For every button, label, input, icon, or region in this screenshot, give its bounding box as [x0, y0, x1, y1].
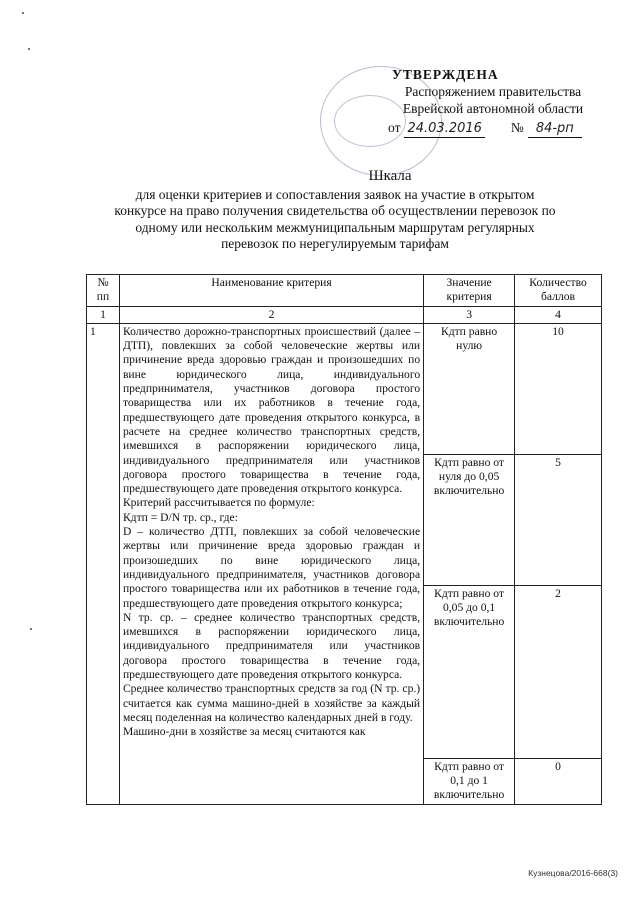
heading-line: для оценки критериев и сопоставления заявок на участие в открытом	[135, 186, 535, 202]
heading-line: конкурсе на право получения свидетельства об осуществлении перевозок по	[114, 203, 556, 218]
criterion-value: Кдтп равно от 0,1 до 1 включительно	[424, 758, 515, 804]
document-title: Шкала	[368, 168, 412, 184]
criterion-points: 2	[515, 585, 602, 758]
header-points: Количество баллов	[515, 275, 602, 307]
criterion-value: Кдтп равно от нуля до 0,05 включительно	[424, 454, 515, 585]
criterion-paragraph: N тр. ср. – среднее количество транспортных средств, имевшихся в распоряжении юридического лица, индивидуального предпринимателя или участников договора простого товарищества в течение года, предшествующего дате проведения открытого конкурса.	[122, 610, 421, 682]
approval-date-row	[388, 119, 618, 138]
scan-speck	[22, 12, 24, 14]
scan-speck	[30, 628, 32, 630]
header-name: Наименование критерия	[119, 275, 423, 307]
approval-line-1: Распоряжением правительства	[404, 84, 582, 99]
criterion-points: 5	[515, 454, 602, 585]
scan-speck	[28, 48, 30, 50]
heading-line: перевозок по нерегулируемым тарифам	[221, 236, 449, 251]
approval-line-2: Еврейской автономной области	[402, 101, 584, 116]
criterion-formula: Кдтп = D/N тр. ср., где:	[122, 510, 238, 524]
criterion-value: Кдтп равно нулю	[424, 323, 515, 454]
criterion-paragraph: Количество дорожно-транспортных происшествий (далее – ДТП), повлекших за собой человеческие жертвы или причинение вреда здоровью граждан и произошедших по вине юридического лица, индивидуального предпринимателя, участников договора простого товарищества или их работников в течение года, предшествующего дате проведения открытого конкурса, в расчете на среднее количество транспортных средств, имевшихся в распоряжении юридического лица, индивидуального предпринимателя или участников договора простого товарищества в течение года, предшествующего дате проведения открытого конкурса.	[122, 324, 421, 496]
criterion-paragraph: Критерий рассчитывается по формуле:	[122, 496, 315, 510]
heading-line: одному или нескольким межмуниципальным маршрутам регулярных	[135, 219, 535, 235]
criterion-paragraph: D – количество ДТП, повлекших за собой человеческие жертвы или причинение вреда здоровью граждан и произошедших по вине юридического лица, индивидуального предпринимателя, участников договора простого товарищества или их работников в течение года, предшествующего дате проведения открытого конкурса;	[122, 525, 421, 610]
criteria-table	[86, 274, 602, 805]
document-heading	[90, 168, 580, 253]
number-prefix: №	[510, 120, 524, 135]
column-index: 3	[424, 306, 515, 323]
handwritten-date: 24.03.2016	[404, 120, 484, 138]
document-footer-code: Кузнецова/2016-668(3)	[528, 868, 618, 878]
date-prefix: от	[388, 120, 401, 135]
criterion-value: Кдтп равно от 0,05 до 0,1 включительно	[424, 585, 515, 758]
criterion-description	[119, 323, 423, 804]
header-num: № пп	[87, 275, 120, 307]
criterion-points: 10	[515, 323, 602, 454]
approval-title: УТВЕРЖДЕНА	[392, 67, 499, 82]
header-value: Значение критерия	[424, 275, 515, 307]
table-row	[87, 323, 602, 454]
handwritten-number: 84-рп	[528, 120, 582, 138]
column-index: 4	[515, 306, 602, 323]
criterion-points: 0	[515, 758, 602, 804]
row-number: 1	[87, 323, 120, 804]
column-index: 1	[87, 306, 120, 323]
criterion-paragraph: Машино-дни в хозяйстве за месяц считаются как	[122, 725, 366, 739]
column-index-row	[87, 306, 602, 323]
criterion-paragraph: Среднее количество транспортных средств за год (N тр. ср.) считается как сумма машино-дней в хозяйстве за каждый месяц поделенная на количество календарных дней в году.	[122, 682, 421, 724]
approval-block	[368, 66, 618, 138]
column-index: 2	[119, 306, 423, 323]
table-header-row	[87, 275, 602, 307]
